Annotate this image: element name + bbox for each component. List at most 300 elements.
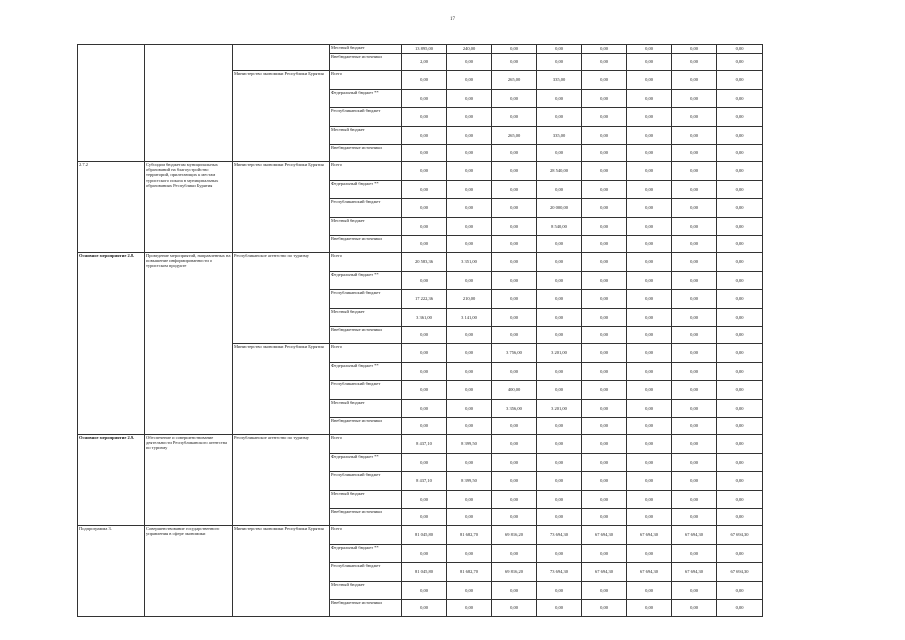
- amount-cell: 0,00: [672, 544, 717, 563]
- amount-cell: 0,00: [447, 399, 492, 418]
- amount-cell: 0,00: [672, 199, 717, 218]
- amount-cell: 0,00: [537, 381, 582, 400]
- amount-cell: 0,00: [402, 490, 447, 509]
- amount-cell: 0,00: [627, 399, 672, 418]
- amount-cell: 17 222,36: [402, 290, 447, 309]
- amount-cell: 0,00: [672, 453, 717, 472]
- executor-cell: Министерство экономики Республики Бурятия: [233, 162, 330, 253]
- amount-cell: 0,00: [627, 600, 672, 617]
- amount-cell: 20 000,00: [537, 199, 582, 218]
- amount-cell: 400,00: [492, 381, 537, 400]
- funding-source-cell: Всего: [330, 435, 402, 454]
- amount-cell: 3 201,00: [537, 344, 582, 363]
- amount-cell: 0,00: [672, 236, 717, 253]
- amount-cell: 0,00: [402, 327, 447, 344]
- amount-cell: 0,00: [492, 453, 537, 472]
- amount-cell: 0,00: [492, 509, 537, 526]
- amount-cell: 0,00: [582, 162, 627, 181]
- amount-cell: 3 351,00: [447, 253, 492, 272]
- amount-cell: 0,00: [627, 145, 672, 162]
- amount-cell: 0,00: [672, 362, 717, 381]
- amount-cell: 0,00: [717, 581, 763, 600]
- amount-cell: 0,00: [537, 290, 582, 309]
- amount-cell: 0,00: [537, 327, 582, 344]
- funding-source-cell: Внебюджетные источники: [330, 236, 402, 253]
- funding-source-cell: Местный бюджет: [330, 217, 402, 236]
- amount-cell: 2,00: [402, 54, 447, 71]
- amount-cell: 0,00: [537, 253, 582, 272]
- amount-cell: 0,00: [582, 362, 627, 381]
- amount-cell: 0,00: [582, 453, 627, 472]
- amount-cell: 265,00: [492, 71, 537, 90]
- executor-cell: Министерство экономики Республики Бурятия: [233, 526, 330, 617]
- table-row: [78, 45, 763, 54]
- amount-cell: 0,00: [537, 600, 582, 617]
- amount-cell: 0,00: [447, 418, 492, 435]
- amount-cell: 0,00: [447, 126, 492, 145]
- amount-cell: 0,00: [492, 108, 537, 127]
- funding-source-cell: Республиканский бюджет: [330, 472, 402, 491]
- amount-cell: 265,00: [492, 126, 537, 145]
- amount-cell: 0,00: [402, 509, 447, 526]
- amount-cell: 0,00: [402, 217, 447, 236]
- amount-cell: 0,00: [672, 126, 717, 145]
- amount-cell: 3 361,00: [402, 308, 447, 327]
- amount-cell: 0,00: [492, 217, 537, 236]
- amount-cell: 0,00: [492, 581, 537, 600]
- amount-cell: 0,00: [672, 600, 717, 617]
- amount-cell: 0,00: [627, 418, 672, 435]
- amount-cell: 0,00: [717, 344, 763, 363]
- amount-cell: 0,00: [672, 217, 717, 236]
- amount-cell: 0,00: [717, 509, 763, 526]
- amount-cell: 0,00: [537, 54, 582, 71]
- amount-cell: 0,00: [402, 600, 447, 617]
- amount-cell: 67 694,30: [717, 563, 763, 582]
- amount-cell: 0,00: [537, 108, 582, 127]
- executor-cell: Республиканское агентство по туризму: [233, 253, 330, 344]
- amount-cell: 0,00: [582, 253, 627, 272]
- amount-cell: 0,00: [627, 453, 672, 472]
- amount-cell: 0,00: [537, 544, 582, 563]
- amount-cell: 0,00: [627, 180, 672, 199]
- amount-cell: 0,00: [627, 490, 672, 509]
- amount-cell: 0,00: [717, 145, 763, 162]
- amount-cell: 0,00: [582, 45, 627, 54]
- funding-source-cell: Федеральный бюджет **: [330, 89, 402, 108]
- funding-source-cell: Республиканский бюджет: [330, 381, 402, 400]
- amount-cell: 0,00: [492, 145, 537, 162]
- amount-cell: 0,00: [672, 308, 717, 327]
- amount-cell: 0,00: [627, 581, 672, 600]
- funding-source-cell: Местный бюджет: [330, 45, 402, 54]
- table-row: [78, 435, 763, 454]
- amount-cell: 0,00: [627, 162, 672, 181]
- amount-cell: 210,00: [447, 290, 492, 309]
- amount-cell: 0,00: [537, 453, 582, 472]
- amount-cell: 0,00: [672, 180, 717, 199]
- amount-cell: 0,00: [582, 108, 627, 127]
- funding-source-cell: Федеральный бюджет **: [330, 544, 402, 563]
- amount-cell: 0,00: [627, 344, 672, 363]
- amount-cell: 0,00: [537, 435, 582, 454]
- funding-source-cell: Местный бюджет: [330, 308, 402, 327]
- amount-cell: 0,00: [492, 435, 537, 454]
- amount-cell: 0,00: [717, 418, 763, 435]
- amount-cell: 8 540,00: [537, 217, 582, 236]
- activity-code-cell: Основное мероприятие 2.9.: [78, 435, 145, 526]
- activity-name-cell: Субсидии бюджетам муниципальных образований на благоустройство территорий, прилегающих к местам туристского показа в муниципальных образованиях Республики Бурятия: [145, 162, 233, 253]
- executor-cell: [233, 45, 330, 71]
- amount-cell: 0,00: [492, 45, 537, 54]
- amount-cell: 0,00: [402, 362, 447, 381]
- amount-cell: 0,00: [582, 490, 627, 509]
- amount-cell: 0,00: [717, 253, 763, 272]
- amount-cell: 0,00: [717, 544, 763, 563]
- amount-cell: 0,00: [402, 126, 447, 145]
- funding-source-cell: Федеральный бюджет **: [330, 271, 402, 290]
- amount-cell: 0,00: [672, 108, 717, 127]
- amount-cell: 0,00: [627, 71, 672, 90]
- amount-cell: 0,00: [717, 108, 763, 127]
- amount-cell: 0,00: [492, 472, 537, 491]
- amount-cell: 0,00: [717, 399, 763, 418]
- amount-cell: 0,00: [402, 71, 447, 90]
- page-number: 17: [450, 17, 455, 22]
- amount-cell: 28 540,00: [537, 162, 582, 181]
- amount-cell: 81 045,80: [402, 563, 447, 582]
- amount-cell: 0,00: [537, 271, 582, 290]
- funding-source-cell: Всего: [330, 526, 402, 545]
- amount-cell: 0,00: [537, 472, 582, 491]
- amount-cell: 0,00: [402, 418, 447, 435]
- amount-cell: 0,00: [402, 180, 447, 199]
- amount-cell: 0,00: [627, 435, 672, 454]
- amount-cell: 0,00: [537, 308, 582, 327]
- amount-cell: 8 437,10: [402, 472, 447, 491]
- amount-cell: 0,00: [582, 472, 627, 491]
- amount-cell: 67 694,30: [672, 563, 717, 582]
- amount-cell: 0,00: [537, 581, 582, 600]
- amount-cell: 0,00: [672, 89, 717, 108]
- amount-cell: 0,00: [627, 45, 672, 54]
- amount-cell: 0,00: [672, 290, 717, 309]
- amount-cell: 0,00: [582, 581, 627, 600]
- amount-cell: 240,00: [447, 45, 492, 54]
- amount-cell: 0,00: [537, 180, 582, 199]
- table-row: [78, 162, 763, 181]
- amount-cell: 0,00: [582, 381, 627, 400]
- amount-cell: 0,00: [627, 290, 672, 309]
- activity-name-cell: Совершенствование государственного управления в сфере экономики: [145, 526, 233, 617]
- amount-cell: 0,00: [492, 162, 537, 181]
- amount-cell: 0,00: [402, 344, 447, 363]
- funding-source-cell: Внебюджетные источники: [330, 327, 402, 344]
- amount-cell: 0,00: [627, 362, 672, 381]
- amount-cell: 0,00: [717, 271, 763, 290]
- amount-cell: 3 141,00: [447, 308, 492, 327]
- amount-cell: 0,00: [582, 290, 627, 309]
- amount-cell: 0,00: [402, 581, 447, 600]
- amount-cell: 0,00: [672, 472, 717, 491]
- amount-cell: 0,00: [672, 145, 717, 162]
- amount-cell: 0,00: [447, 199, 492, 218]
- funding-source-cell: Местный бюджет: [330, 581, 402, 600]
- funding-source-cell: Федеральный бюджет **: [330, 453, 402, 472]
- amount-cell: 0,00: [582, 435, 627, 454]
- amount-cell: 0,00: [717, 290, 763, 309]
- activity-name-cell: Проведение мероприятий, направленных на повышение информированности о туристском продукте: [145, 253, 233, 435]
- amount-cell: 0,00: [447, 180, 492, 199]
- amount-cell: 67 694,30: [582, 563, 627, 582]
- amount-cell: 0,00: [402, 236, 447, 253]
- amount-cell: 0,00: [672, 45, 717, 54]
- amount-cell: 0,00: [537, 145, 582, 162]
- amount-cell: 0,00: [717, 217, 763, 236]
- amount-cell: 0,00: [447, 327, 492, 344]
- amount-cell: 0,00: [717, 327, 763, 344]
- amount-cell: 0,00: [672, 490, 717, 509]
- amount-cell: 0,00: [537, 509, 582, 526]
- amount-cell: 69 816,20: [492, 563, 537, 582]
- amount-cell: 0,00: [492, 271, 537, 290]
- amount-cell: 0,00: [717, 381, 763, 400]
- amount-cell: 0,00: [672, 418, 717, 435]
- funding-source-cell: Всего: [330, 344, 402, 363]
- amount-cell: 0,00: [492, 236, 537, 253]
- amount-cell: 0,00: [717, 236, 763, 253]
- amount-cell: 0,00: [492, 418, 537, 435]
- amount-cell: 0,00: [717, 199, 763, 218]
- amount-cell: 67 694,30: [717, 526, 763, 545]
- amount-cell: 0,00: [582, 308, 627, 327]
- amount-cell: 0,00: [717, 308, 763, 327]
- activity-code-cell: [78, 45, 145, 162]
- funding-source-cell: Местный бюджет: [330, 490, 402, 509]
- amount-cell: 0,00: [627, 381, 672, 400]
- budget-table: [77, 44, 763, 617]
- amount-cell: 73 694,30: [537, 526, 582, 545]
- amount-cell: 0,00: [582, 199, 627, 218]
- amount-cell: 3 356,00: [492, 399, 537, 418]
- amount-cell: 0,00: [447, 236, 492, 253]
- amount-cell: 0,00: [537, 418, 582, 435]
- amount-cell: 0,00: [627, 544, 672, 563]
- amount-cell: 8 437,10: [402, 435, 447, 454]
- amount-cell: 0,00: [717, 89, 763, 108]
- amount-cell: 0,00: [537, 362, 582, 381]
- amount-cell: 0,00: [447, 453, 492, 472]
- amount-cell: 0,00: [447, 54, 492, 71]
- amount-cell: 0,00: [492, 253, 537, 272]
- amount-cell: 0,00: [627, 199, 672, 218]
- amount-cell: 0,00: [492, 199, 537, 218]
- amount-cell: 0,00: [717, 180, 763, 199]
- amount-cell: 0,00: [537, 89, 582, 108]
- activity-code-cell: Подпрограмма 3.: [78, 526, 145, 617]
- amount-cell: 0,00: [492, 180, 537, 199]
- amount-cell: 13 895,00: [402, 45, 447, 54]
- activity-code-cell: Основное мероприятие 2.8.: [78, 253, 145, 435]
- amount-cell: 67 694,30: [582, 526, 627, 545]
- funding-source-cell: Внебюджетные источники: [330, 145, 402, 162]
- amount-cell: 0,00: [672, 581, 717, 600]
- funding-source-cell: Федеральный бюджет **: [330, 362, 402, 381]
- amount-cell: 0,00: [492, 490, 537, 509]
- amount-cell: 0,00: [582, 180, 627, 199]
- amount-cell: 0,00: [492, 290, 537, 309]
- amount-cell: 0,00: [492, 89, 537, 108]
- amount-cell: 0,00: [447, 381, 492, 400]
- amount-cell: 0,00: [582, 89, 627, 108]
- amount-cell: 0,00: [447, 362, 492, 381]
- funding-source-cell: Внебюджетные источники: [330, 54, 402, 71]
- amount-cell: 0,00: [627, 472, 672, 491]
- amount-cell: 335,00: [537, 71, 582, 90]
- amount-cell: 0,00: [672, 253, 717, 272]
- amount-cell: 0,00: [447, 344, 492, 363]
- amount-cell: 0,00: [447, 581, 492, 600]
- amount-cell: 0,00: [492, 600, 537, 617]
- activity-code-cell: 2.7.2: [78, 162, 145, 253]
- amount-cell: 0,00: [402, 399, 447, 418]
- amount-cell: 0,00: [582, 418, 627, 435]
- amount-cell: 8 399,50: [447, 435, 492, 454]
- amount-cell: 20 583,36: [402, 253, 447, 272]
- amount-cell: 8 399,50: [447, 472, 492, 491]
- amount-cell: 0,00: [717, 490, 763, 509]
- amount-cell: 0,00: [627, 271, 672, 290]
- amount-cell: 0,00: [672, 327, 717, 344]
- activity-name-cell: Обеспечение и совершенствование деятельности Республиканского агентства по туризму: [145, 435, 233, 526]
- amount-cell: 0,00: [627, 89, 672, 108]
- amount-cell: 0,00: [672, 435, 717, 454]
- amount-cell: 0,00: [627, 126, 672, 145]
- amount-cell: 81 682,70: [447, 563, 492, 582]
- amount-cell: 0,00: [627, 217, 672, 236]
- amount-cell: 0,00: [717, 362, 763, 381]
- funding-source-cell: Всего: [330, 71, 402, 90]
- amount-cell: 73 694,30: [537, 563, 582, 582]
- amount-cell: 0,00: [447, 544, 492, 563]
- amount-cell: 0,00: [717, 472, 763, 491]
- amount-cell: 0,00: [582, 71, 627, 90]
- amount-cell: 0,00: [717, 162, 763, 181]
- amount-cell: 0,00: [402, 453, 447, 472]
- amount-cell: 0,00: [627, 108, 672, 127]
- amount-cell: 0,00: [582, 271, 627, 290]
- amount-cell: 0,00: [627, 327, 672, 344]
- amount-cell: 0,00: [672, 162, 717, 181]
- amount-cell: 0,00: [537, 236, 582, 253]
- amount-cell: 0,00: [582, 544, 627, 563]
- amount-cell: 3 201,00: [537, 399, 582, 418]
- amount-cell: 67 694,30: [627, 563, 672, 582]
- amount-cell: 0,00: [627, 253, 672, 272]
- amount-cell: 0,00: [447, 490, 492, 509]
- funding-source-cell: Республиканский бюджет: [330, 199, 402, 218]
- amount-cell: 0,00: [627, 308, 672, 327]
- amount-cell: 0,00: [492, 362, 537, 381]
- amount-cell: 0,00: [447, 162, 492, 181]
- executor-cell: Республиканское агентство по туризму: [233, 435, 330, 526]
- table-row: [78, 253, 763, 272]
- amount-cell: 0,00: [582, 145, 627, 162]
- amount-cell: 0,00: [672, 509, 717, 526]
- amount-cell: 3 756,00: [492, 344, 537, 363]
- amount-cell: 0,00: [447, 217, 492, 236]
- amount-cell: 0,00: [492, 54, 537, 71]
- amount-cell: 0,00: [717, 71, 763, 90]
- funding-source-cell: Внебюджетные источники: [330, 418, 402, 435]
- funding-source-cell: Внебюджетные источники: [330, 509, 402, 526]
- amount-cell: 0,00: [717, 126, 763, 145]
- amount-cell: 0,00: [627, 509, 672, 526]
- amount-cell: 0,00: [582, 399, 627, 418]
- amount-cell: 0,00: [447, 145, 492, 162]
- amount-cell: 0,00: [672, 71, 717, 90]
- amount-cell: 0,00: [717, 453, 763, 472]
- amount-cell: 0,00: [672, 381, 717, 400]
- amount-cell: 0,00: [672, 54, 717, 71]
- amount-cell: 0,00: [447, 271, 492, 290]
- amount-cell: 0,00: [717, 45, 763, 54]
- amount-cell: 0,00: [447, 71, 492, 90]
- amount-cell: 0,00: [582, 344, 627, 363]
- amount-cell: 0,00: [582, 236, 627, 253]
- amount-cell: 0,00: [627, 54, 672, 71]
- amount-cell: 0,00: [537, 490, 582, 509]
- amount-cell: 0,00: [537, 45, 582, 54]
- amount-cell: 0,00: [492, 327, 537, 344]
- funding-source-cell: Местный бюджет: [330, 126, 402, 145]
- amount-cell: 0,00: [717, 600, 763, 617]
- funding-source-cell: Местный бюджет: [330, 399, 402, 418]
- amount-cell: 0,00: [402, 89, 447, 108]
- amount-cell: 0,00: [672, 344, 717, 363]
- amount-cell: 0,00: [402, 162, 447, 181]
- funding-source-cell: Республиканский бюджет: [330, 563, 402, 582]
- funding-source-cell: Всего: [330, 253, 402, 272]
- amount-cell: 0,00: [492, 544, 537, 563]
- executor-cell: Министерство экономики Республики Бурятия: [233, 71, 330, 162]
- amount-cell: 67 694,30: [627, 526, 672, 545]
- amount-cell: 0,00: [447, 600, 492, 617]
- amount-cell: 0,00: [402, 271, 447, 290]
- amount-cell: 69 816,20: [492, 526, 537, 545]
- funding-source-cell: Республиканский бюджет: [330, 108, 402, 127]
- amount-cell: 0,00: [402, 199, 447, 218]
- amount-cell: 81 682,70: [447, 526, 492, 545]
- funding-source-cell: Внебюджетные источники: [330, 600, 402, 617]
- executor-cell: Министерство экономики Республики Бурятия: [233, 344, 330, 435]
- amount-cell: 0,00: [582, 509, 627, 526]
- funding-source-cell: Республиканский бюджет: [330, 290, 402, 309]
- amount-cell: 0,00: [402, 381, 447, 400]
- funding-source-cell: Всего: [330, 162, 402, 181]
- amount-cell: 0,00: [582, 327, 627, 344]
- amount-cell: 0,00: [717, 54, 763, 71]
- amount-cell: 0,00: [717, 435, 763, 454]
- amount-cell: 0,00: [582, 600, 627, 617]
- amount-cell: 0,00: [582, 126, 627, 145]
- table-row: [78, 526, 763, 545]
- amount-cell: 0,00: [447, 509, 492, 526]
- amount-cell: 0,00: [447, 89, 492, 108]
- amount-cell: 0,00: [447, 108, 492, 127]
- amount-cell: 0,00: [672, 399, 717, 418]
- amount-cell: 0,00: [402, 108, 447, 127]
